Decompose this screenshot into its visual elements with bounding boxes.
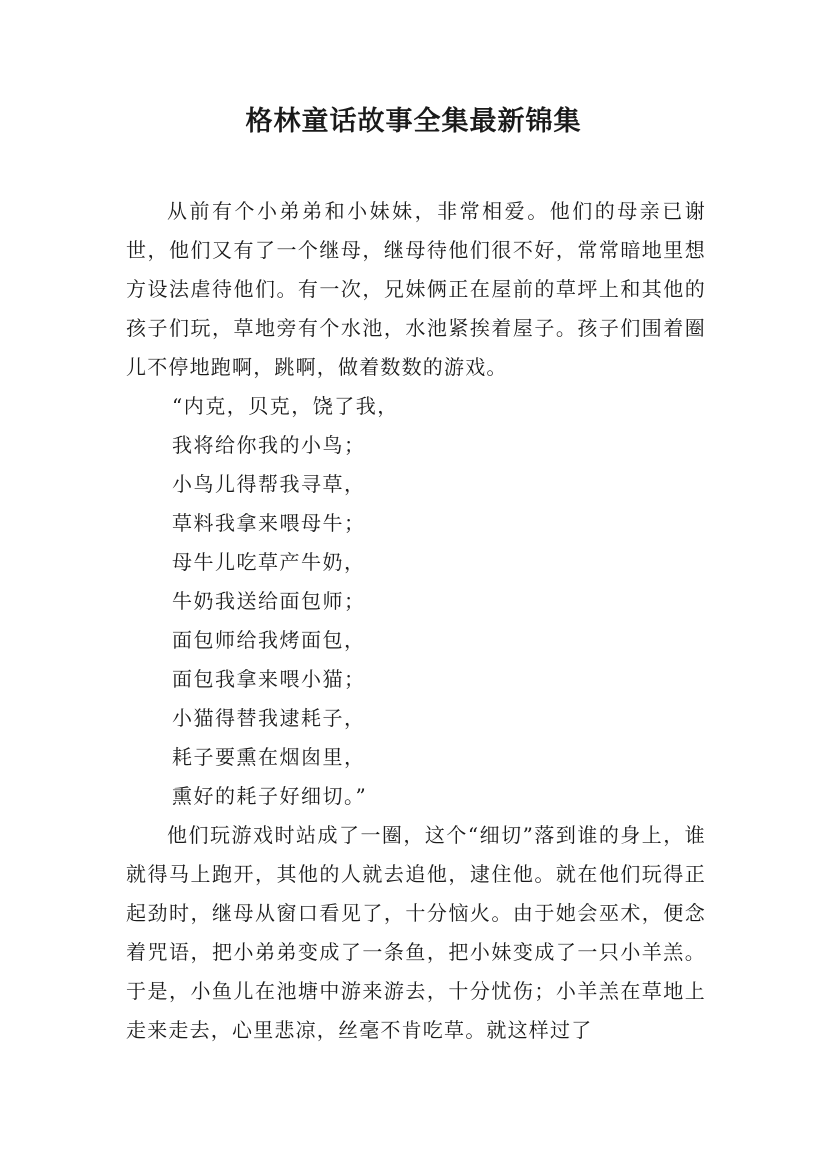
verse-line: “内克，贝克，饶了我， bbox=[172, 394, 399, 418]
paragraph-intro: 从前有个小弟弟和小妹妹，非常相爱。他们的母亲已谢世，他们又有了一个继母，继母待他们很不好，常常暗地里想方设法虐待他们。有一次，兄妹俩正在屋前的草坪上和其他的孩子们玩，草地旁有个水池，水池紧挨着屋子。孩子们围着圈儿不停地跑啊，跳啊，做着数数的游戏。 bbox=[126, 199, 706, 379]
verse-line: 母牛儿吃草产牛奶， bbox=[172, 550, 366, 574]
verse-line: 熏好的耗子好细切。” bbox=[172, 784, 368, 808]
verse-block bbox=[126, 387, 706, 816]
verse-line: 小猫得替我逮耗子， bbox=[172, 706, 366, 730]
document-body bbox=[126, 192, 706, 1050]
verse-line: 牛奶我送给面包师； bbox=[172, 589, 366, 613]
document-title: 格林童话故事全集最新锦集 bbox=[245, 106, 582, 137]
paragraph-continuation: 他们玩游戏时站成了一圈，这个“细切”落到谁的身上，谁就得马上跑开，其他的人就去追他，逮住他。就在他们玩得正起劲时，继母从窗口看见了，十分恼火。由于她会巫术，便念着咒语，把小弟弟变成了一条鱼，把小妹变成了一只小羊羔。于是，小鱼儿在池塘中游来游去，十分忧伤；小羊羔在草地上走来走去，心里悲凉，丝毫不肯吃草。就这样过了 bbox=[126, 823, 706, 1042]
verse-line: 小鸟儿得帮我寻草， bbox=[172, 472, 366, 496]
verse-line: 耗子要熏在烟囱里， bbox=[172, 745, 366, 769]
verse-line: 草料我拿来喂母牛； bbox=[172, 511, 366, 535]
verse-line: 面包我拿来喂小猫； bbox=[172, 667, 366, 691]
verse-line: 我将给你我的小鸟； bbox=[172, 433, 366, 457]
verse-line: 面包师给我烤面包， bbox=[172, 628, 366, 652]
